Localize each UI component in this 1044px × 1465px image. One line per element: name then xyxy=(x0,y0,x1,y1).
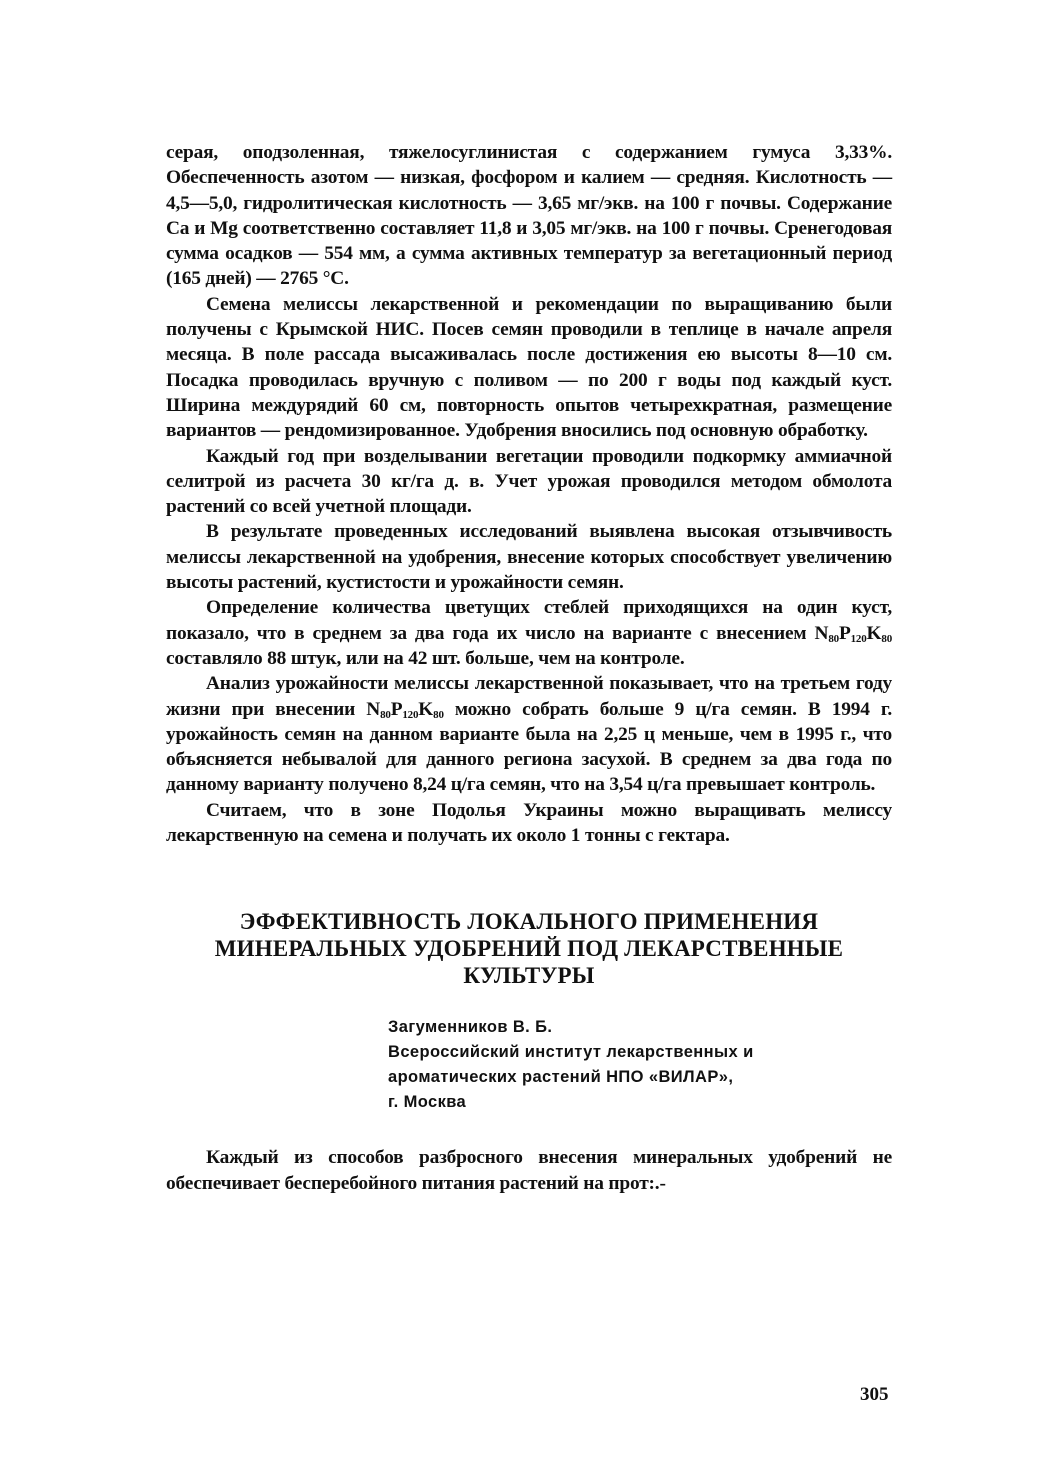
nitrogen-dose: 80 xyxy=(380,708,391,721)
author-institution: Всероссийский институт лекарственных и xyxy=(388,1043,754,1062)
text-segment: Определение количества цветущих стеблей приходящихся на один куст, показало, что в среднем за два года их число на варианте с внесением xyxy=(166,597,892,644)
text-segment: Анализ урожайности мелиссы лекарственной показывает, что на третьем году жизни при внесении xyxy=(166,673,892,720)
paragraph-yield-analysis xyxy=(166,671,892,797)
text-segment: можно собрать больше 9 ц/га семян. В 1994 г. урожайность семян на данном варианте была на 2,25 ц меньше, чем в 1995 г., что объясняется небывалой для данного региона засухой. В среднем за два года по данному варианту получено 8,24 ц/га семян, что на 3,54 ц/га превышает контроль. xyxy=(166,698,892,796)
author-institution: ароматических растений НПО «ВИЛАР», xyxy=(388,1068,734,1087)
paragraph-soil-description: серая, оподзоленная, тяжелосуглинистая с содержанием гумуса 3,33%. Обеспеченность азотом — низкая, фосфором и калием — средняя. Кислотность — 4,5—5,0, гидролитическая кислотность — 3,65 мг/экв. на 100 г почвы. Содержание Ca и Mg соответственно составляет 11,8 и 3,05 мг/экв. на 100 г почвы. Сренегодовая сумма осадков — 554 мм, а сумма активных температур за вегетационный период (165 дней) — 2765 °С. xyxy=(166,142,892,290)
paragraph-seeds-and-planting: Семена мелиссы лекарственной и рекомендации по выращиванию были получены с Крымской НИС. Посев семян проводили в теплице в начале апреля месяца. В поле рассада высаживалась после достижения ею высоты 8—10 см. Посадка проводилась вручную с поливом — по 200 г воды под каждый куст. Ширина междурядий 60 см, повторность опытов четырехкратная, размещение вариантов — рендомизированное. Удобрения вносились под основную обработку. xyxy=(166,293,892,442)
phosphorus-dose: 120 xyxy=(850,632,867,645)
nitrogen-symbol: N xyxy=(814,622,829,644)
paragraph-results: В результате проведенных исследований выявлена высокая отзывчивость мелиссы лекарственной на удобрения, внесение которых способствует увеличению высоты растений, кустистости и урожайности семян. xyxy=(166,521,892,594)
paragraph-article-intro: Каждый из способов разбросного внесения минеральных удобрений не обеспечивает бесперебойного питания растений на прот:.- xyxy=(166,1147,892,1194)
article-title-line: КУЛЬТУРЫ xyxy=(463,963,595,989)
article-title xyxy=(166,908,892,989)
potassium-symbol: K xyxy=(866,622,882,644)
phosphorus-symbol: P xyxy=(390,698,403,720)
article-title-line: МИНЕРАЛЬНЫХ УДОБРЕНИЙ ПОД ЛЕКАРСТВЕННЫЕ xyxy=(214,936,844,962)
potassium-symbol: K xyxy=(418,698,434,720)
phosphorus-dose: 120 xyxy=(402,708,419,721)
author-name: Загуменников В. Б. xyxy=(388,1018,553,1037)
paragraph-conclusion: Считаем, что в зоне Подолья Украины можно выращивать мелиссу лекарственную на семена и получать их около 1 тонны с гектара. xyxy=(166,799,892,847)
article-title-line: ЭФФЕКТИВНОСТЬ ЛОКАЛЬНОГО ПРИМЕНЕНИЯ xyxy=(239,909,819,935)
author-block xyxy=(388,1015,892,1115)
author-city: г. Москва xyxy=(388,1093,467,1112)
paragraph-fertilizing: Каждый год при возделывании вегетации проводили подкормку аммиачной селитрой из расчета 30 кг/га д. в. Учет урожая проводился методом обмолота растений со всей учетной площади. xyxy=(166,445,892,518)
text-segment: составляло 88 штук, или на 42 шт. больше, чем на контроле. xyxy=(166,647,685,669)
nitrogen-symbol: N xyxy=(366,698,381,720)
potassium-dose: 80 xyxy=(433,708,444,721)
phosphorus-symbol: P xyxy=(838,622,851,644)
nitrogen-dose: 80 xyxy=(828,632,839,645)
potassium-dose: 80 xyxy=(881,632,892,645)
paragraph-flowering-stems xyxy=(166,595,892,671)
page-content xyxy=(166,140,892,1196)
page-number: 305 xyxy=(860,1384,889,1405)
